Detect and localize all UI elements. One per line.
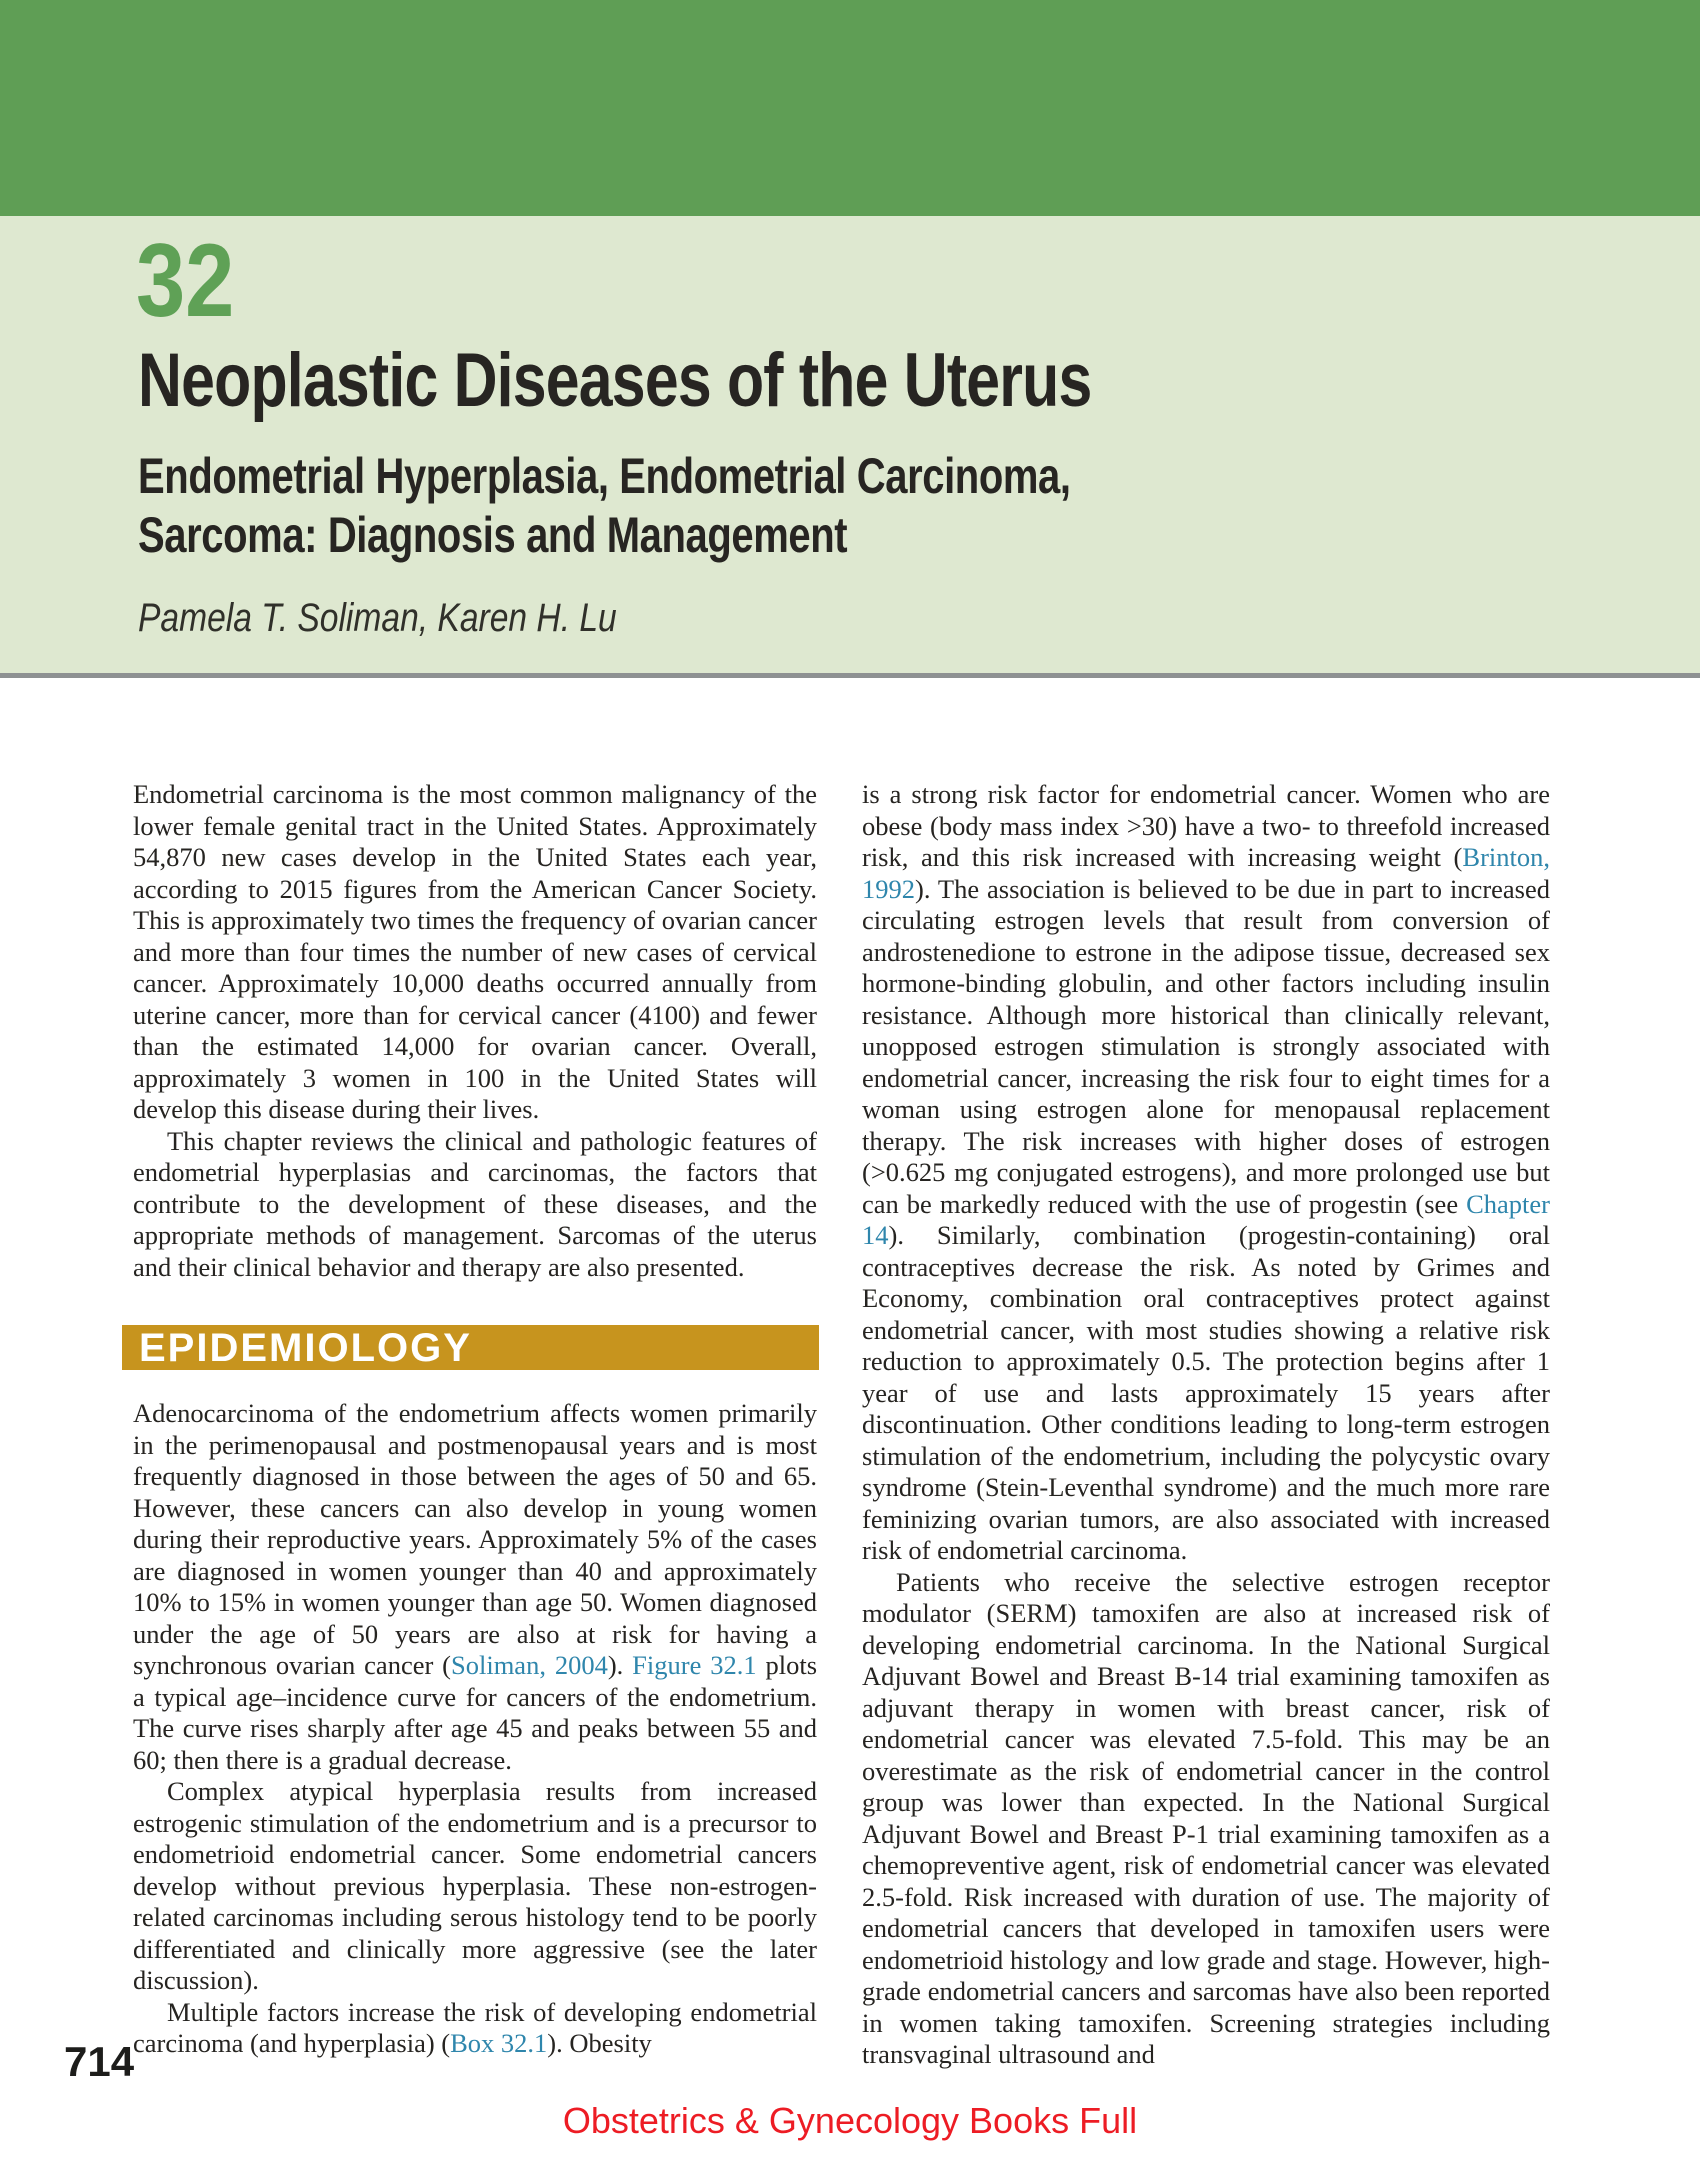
reference-link[interactable]: Soliman, 2004 bbox=[450, 1650, 608, 1680]
paragraph: Endometrial carcinoma is the most common malignancy of the lower female genital tract in the United States. Approximately 54,870 new cases develop in the United States each year, according to 2015 figures from the American Cancer Society. This is approximately two times the frequency of ovarian cancer and more than four times the number of new cases of cervical cancer. Approximately 10,000 deaths occurred annually from uterine cancer, more than for cervical cancer (4100) and fewer than the estimated 14,000 for ovarian cancer. Overall, approximately 3 women in 100 in the United States will develop this disease during their lives. bbox=[133, 779, 817, 1124]
left-column-epidemiology-text bbox=[133, 1398, 817, 2060]
chapter-subtitle-line1: Endometrial Hyperplasia, Endometrial Carcinoma, bbox=[138, 448, 1071, 504]
reference-link[interactable]: Chapter 14 bbox=[862, 1188, 1550, 1250]
paragraph: Patients who receive the selective estrogen receptor modulator (SERM) tamoxifen are also at increased risk of developing endometrial carcinoma. In the National Surgical Adjuvant Bowel and Breast B-14 trial examining tamoxifen as adjuvant therapy in women with breast cancer, risk of endometrial cancer was elevated 7.5-fold. This may be an overestimate as the risk of endometrial cancer in the control group was lower than expected. In the National Surgical Adjuvant Bowel and Breast P-1 trial examining tamoxifen as a chemopreventive agent, risk of endometrial cancer was elevated 2.5-fold. Risk increased with duration of use. The majority of endometrial cancers that developed in tamoxifen users were endometrioid histology and low grade and stage. However, high-grade endometrial cancers and sarcomas have also been reported in women taking tamoxifen. Screening strategies including transvaginal ultrasound and bbox=[862, 1566, 1550, 2069]
paragraph: Adenocarcinoma of the endometrium affects women primarily in the perimenopausal and postmenopausal years and is most frequently diagnosed in those between the ages of 50 and 65. However, these cancers can also develop in young women during their reproductive years. Approximately 5% of the cases are diagnosed in women younger than 40 and approximately 10% to 15% in women younger than age 50. Women diagnosed under the age of 50 years are also at risk for having a synchronous ovarian cancer (Soliman, 2004). Figure 32.1 plots a typical age–incidence curve for cancers of the endometrium. The curve rises sharply after age 45 and peaks between 55 and 60; then there is a gradual decrease. bbox=[133, 1398, 818, 1775]
page-number: 714 bbox=[64, 2038, 135, 2085]
header-band-dark-green bbox=[0, 0, 1700, 216]
right-column-text bbox=[862, 779, 1550, 2071]
left-column-intro-text bbox=[133, 779, 817, 1283]
reference-link[interactable]: Figure 32.1 bbox=[632, 1650, 757, 1680]
paragraph: This chapter reviews the clinical and pathologic features of endometrial hyperplasias and carcinomas, the factors that contribute to the development of these diseases, and the appropriate methods of management. Sarcomas of the uterus and their clinical behavior and therapy are also presented. bbox=[133, 1125, 817, 1282]
chapter-subtitle-line2: Sarcoma: Diagnosis and Management bbox=[138, 507, 848, 563]
chapter-authors: Pamela T. Soliman, Karen H. Lu bbox=[138, 596, 617, 640]
reference-link[interactable]: Brinton, 1992 bbox=[862, 842, 1550, 904]
paragraph: Multiple factors increase the risk of developing endometrial carcinoma (and hyperplasia) (Box 32.1). Obesity bbox=[133, 1996, 817, 2058]
chapter-title: Neoplastic Diseases of the Uterus bbox=[138, 338, 1092, 423]
watermark-text: Obstetrics & Gynecology Books Full bbox=[562, 2100, 1138, 2141]
header-divider-rule bbox=[0, 673, 1700, 678]
section-heading-epidemiology bbox=[122, 1325, 819, 1370]
chapter-number: 32 bbox=[136, 223, 235, 339]
paragraph: Complex atypical hyperplasia results from increased estrogenic stimulation of the endometrium and is a precursor to endometrioid endometrial cancer. Some endometrial cancers develop without previous hyperplasia. These non-estrogen-related carcinomas including serous histology tend to be poorly differentiated and clinically more aggressive (see the later discussion). bbox=[133, 1776, 817, 1995]
section-heading-label: EPIDEMIOLOGY bbox=[139, 1325, 472, 1370]
reference-link[interactable]: Box 32.1 bbox=[450, 2028, 548, 2058]
chapter-subtitle bbox=[138, 447, 1071, 565]
paragraph: is a strong risk factor for endometrial cancer. Women who are obese (body mass index >30) have a two- to threefold increased risk, and this risk increased with increasing weight (Brinton, 1992). The association is believed to be due in part to increased circulating estrogen levels that result from conversion of androstenedione to estrone in the adipose tissue, decreased sex hormone-binding globulin, and other factors including insulin resistance. Although more historical than clinically relevant, unopposed estrogen stimulation is strongly associated with endometrial cancer, increasing the risk four to eight times for a woman using estrogen alone for menopausal replacement therapy. The risk increases with higher doses of estrogen (>0.625 mg conjugated estrogens), and more prolonged use but can be markedly reduced with the use of progestin (see Chapter 14). Similarly, combination (progestin-containing) oral contraceptives decrease the risk. As noted by Grimes and Economy, combination oral contraceptives protect against endometrial cancer, with most studies showing a relative risk reduction to approximately 0.5. The protection begins after 1 year of use and lasts approximately 15 years after discontinuation. Other conditions leading to long-term estrogen stimulation of the endometrium, including the polycystic ovary syndrome (Stein-Leventhal syndrome) and the much more rare feminizing ovarian tumors, are also associated with increased risk of endometrial carcinoma. bbox=[862, 779, 1550, 1565]
